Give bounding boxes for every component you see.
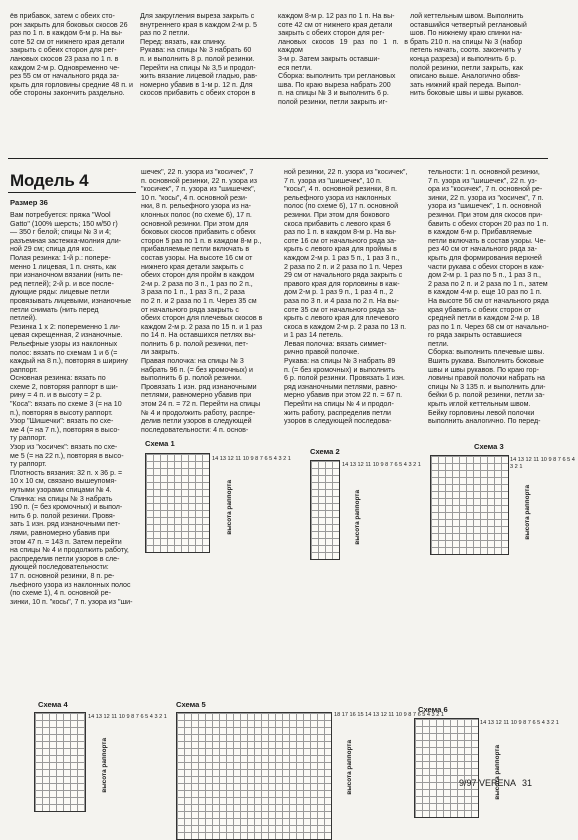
body-text-col3: ной резинки, 22 п. узора из "косичек", 7 п. узора из "шишечек", 10 п. "косы", 4 п. основной резинки, 8 п. рельефного узора из наклонных полос (по схеме 6), 17 п. основной резинки. При этом для бокового скоса прибавить с левого края 6 раз по 1 п. в каждом 8-м р. На вы- соте 16 см от начального ряда за- крыть с левого края для проймы в каждом 2-м р. 1 раз 5 п., 1 раз 3 п., 2 раза по 2 п. и 2 раза по 1 п. Через 29 см от начального ряда закрыть с правого края для горловины в каж- дом 2-м р. 1 раз 9 п., 1 раз 4 п., 2 раза по 3 п. и 4 раза по 2 п. На вы- соте 35 см от начального ряда за- крыть с левого края для плечевого скоса в каждом 2-м р. 2 раза по 13 п. и 1 раз 14 петель. Левая полочка: вязать симмет- рично правой полочке. Рукава: на спицы № 3 набрать 89 п. (= без кромочных) и выполнить 6 р. полой резинки. Провязать 1 изн. ряд изнаночными петлями, равно- мерно убавив при этом 22 п. = 67 п. Перейти на спицы № 4 и продол- жить работу, распределив петли узоров в следующей последова- — [284, 168, 408, 426]
scheme-6-grid — [414, 718, 479, 818]
top-text-col1: ёв прибавок, затем с обеих сто- рон закрыть для боковых скосов 26 раз по 1 п. в каждом 6-м р. На вы- соте 52 см от нижнего края детали закрыть с обеих сторон для рег- лановых скосов 23 раза по 1 п. в каждом 2-м р. Одновременно че- рез 55 см от начального ряда за- крыть для горловины средние 48 п. и обе стороны закончить раздельно. — [10, 12, 133, 98]
scheme-1-row-numbers: 14 13 12 11 10 9 8 7 6 5 4 3 2 1 — [212, 456, 291, 462]
title-underline — [8, 192, 136, 193]
scheme-2-row-numbers: 14 13 12 11 10 9 8 7 6 5 4 3 2 1 — [342, 462, 421, 468]
scheme-6-row-numbers: 14 13 12 11 10 9 8 7 6 5 4 3 2 1 — [480, 720, 559, 726]
top-text-col2: Для закругления выреза закрыть с внутреннего края в каждом 2-м р. 5 раз по 2 петли. Перед: вязать, как спинку. Рукава: на спицы № 3 набрать 60 п. и выполнить 8 р. полой резинки. Перейти на спицы № 3,5 и продол- жить вязание лицевой гладью, рав- номерно убавив в 1-м р. 12 п. Для скосов прибавить с обеих сторон в — [140, 12, 258, 98]
scheme-3-title: Схема 3 — [474, 442, 504, 451]
issue-label: 9/97 VERENA — [458, 778, 516, 788]
scheme-3-grid — [430, 455, 509, 555]
scheme-1-grid — [145, 453, 210, 553]
scheme-4-row-numbers: 14 13 12 11 10 9 8 7 6 5 4 3 2 1 — [88, 714, 167, 720]
scheme-2-repeat-label: высота раппорта — [354, 490, 361, 545]
scheme-4-title: Схема 4 — [38, 700, 68, 709]
scheme-3-row-numbers: 14 13 12 11 10 9 8 7 6 5 4 3 2 1 — [510, 457, 575, 470]
scheme-4-grid — [34, 712, 86, 812]
page-number: 31 — [521, 778, 532, 788]
section-divider — [8, 158, 548, 159]
scheme-5-grid — [176, 712, 332, 840]
top-text-col3: каждом 8-м р. 12 раз по 1 п. На вы- соте 42 см от нижнего края детали закрыть с обеих сторон для рег- лановых скосов 19 раз по 1 п. в каждом 3-м р. Затем закрыть оставши- еся петли. Сборка: выполнить три реглановых шва. По краю выреза набрать 200 п. на спицы № 3 и выполнить 6 р. полой резинки, петли закрыть иг- — [278, 12, 408, 106]
body-text-col4: тельности: 1 п. основной резинки, 7 п. узора из "шишечек", 22 п. уз- ора из "косичек", 7 п. основной ре- зинки, 22 п. узора из "косичек", 7 п. узора из "шишечек", 1 п. основной резинки. При этом для скосов при- бавить с обеих сторон 20 раз по 1 п. в каждом 6-м р. Прибавляемые петли включать в состав узоры. Че- рез 40 см от начального ряда за- крыть для формирования верхней части рукава с обеих сторон в каж- дом 2-м р. 1 раз по 5 п., 1 раз 3 п., 2 раза по 2 п. и 2 раза по 1 п., затем в каждом 4-м р. еще 10 раз по 1 п. На высоте 56 см от начального ряда края убавить с обеих сторон от средней петли в каждом 2-м р. 18 раз по 1 п. Через 68 см от начально- го ряда закрыть оставшиеся петли. Сборка: выполнить плечевые швы. Вшить рукава. Выполнить боковые швы и швы рукавов. По краю гор- ловины правой полочки набрать на спицы № 3 135 п. и выполнить дли- бейки 6 р. полой резинки, петли за- крыть иглой кеттельным швом. Бейку горловины левой полочки выполнить аналогично. По перед- — [428, 168, 549, 426]
scheme-6-repeat-label: высота раппорта — [494, 745, 501, 800]
scheme-1-title: Схема 1 — [145, 439, 175, 448]
body-text-col1: Вам потребуется: пряжа "Wool Gatto" (100% шерсть; 150 м/50 г) — 350 г белой; спицы № 3 и 4; разъемная застежка-молния дли- ной 29 см; спица для кос. Полая резинка: 1-й р.: попере- менно 1 лицевая, 1 п. снять, как при изнаночном вязании (нить пе- ред петлей); 2-й р. и все после- дующие ряды: лицевые петли провязывать лицевыми, изнаночные петли снимать (нить перед петлей). Резинка 1 х 2: попеременно 1 ли- цевая скрещенная, 2 изнаночные. Рельефные узоры из наклонных полос: вязать по схемам 1 и 6 (= каждый на 8 п.), повторяя в ширину раппорт. Основная резинка: вязать по схеме 2, повторяя раппорт в ши- рину = 4 п. и в высоту = 2 р. "Коса": вязать по схеме 3 (= на 10 п.), повторяя в высоту раппорт. Узор "Шишечки": вязать по схе- ме 4 (= на 7 п.), повторяя в высо- ту раппорт. Узор из "косичек": вязать по схе- ме 5 (= на 22 п.), повторяя в высо- ту раппорт. Плотность вязания: 32 п. х 36 р. = 10 х 10 см, связано вышеупомя- нутыми узорами спицами № 4. Спинка: на спицы № 3 набрать 190 п. (= без кромочных) и выпол- нить 6 р. полой резинки. Провя- зать 1 изн. ряд изнаночными пет- лями, равномерно убавив при этом 47 п. = 143 п. Затем перейти на спицы № 4 и продолжить работу, распределив петли узоров в сле- дующей последовательности: 17 п. основной резинки, 8 п. ре- льефного узора из наклонных полос (по схеме 1), 4 п. основной ре- зинки, 10 п. "косы", 7 п. узора из "ши- — [10, 211, 133, 606]
scheme-4-repeat-label: высота раппорта — [101, 738, 108, 793]
scheme-5-repeat-label: высота раппорта — [346, 740, 353, 795]
body-text-col2: шечек", 22 п. узора из "косичек", 7 п. основной резинки, 22 п. узора из "косичек", 7 п. узора из "шишечек", 10 п. "косы", 4 п. основной рези- нки, 8 п. рельефного узора из на- клонных полос (по схеме 6), 17 п. основной резинки. При этом для боковых скосов прибавить с обеих сторон 5 раз по 1 п. в каждом 8-м р., прибавляемые петли включать в состав узоры. На высоте 16 см от нижнего края детали закрыть с обеих сторон для пройм в каждом 2-м р. 2 раза по 3 п., 1 раз по 2 п., 3 раза по 1 п., 1 раз 3 п., 2 раза по 2 п. и 2 раза по 1 п. Через 35 см от начального ряда закрыть с обеих сторон для плечевых скосов в каждом 2-м р. 2 раза по 15 п. и 1 раз по 14 п. На оставшихся петлях вы- полнить 6 р. полой резинки, пет- ли закрыть. Правая полочка: на спицы № 3 набрать 96 п. (= без кромочных) и выполнить 6 р. полой резинки. Провязать 1 изн. ряд изнаночными петлями, равномерно убавив при этом 24 п. = 72 п. Перейти на спицы № 4 и продолжить работу, распре- делив петли узоров в следующей последовательности: 4 п. основ- — [141, 168, 263, 434]
top-text-col4: лой кеттельным швом. Выполнить оставшийся четвертый реглановый шов. По нижнему краю спинки на- брать 210 п. на спицы № 3 (набор петель начать, соотв. закончить у конца разреза) и выполнить 6 р. полой резинки, петли закрыть, как описано выше. Аналогично обвя- зать нижний край переда. Выпол- нить боковые швы и швы рукавов. — [410, 12, 527, 98]
scheme-3-repeat-label: высота раппорта — [524, 485, 531, 540]
scheme-1-repeat-label: высота раппорта — [226, 480, 233, 535]
page-footer — [459, 778, 532, 788]
scheme-2-grid — [310, 460, 340, 560]
scheme-5-row-numbers: 18 17 16 15 14 13 12 11 10 9 8 7 6 5 4 3 2 1 — [334, 712, 445, 718]
scheme-5-title: Схема 5 — [176, 700, 206, 709]
scheme-2-title: Схема 2 — [310, 447, 340, 456]
scheme-6-title: Схема 6 — [418, 705, 448, 714]
model-title: Модель 4 — [10, 171, 89, 190]
size-label: Размер 36 — [10, 198, 48, 207]
